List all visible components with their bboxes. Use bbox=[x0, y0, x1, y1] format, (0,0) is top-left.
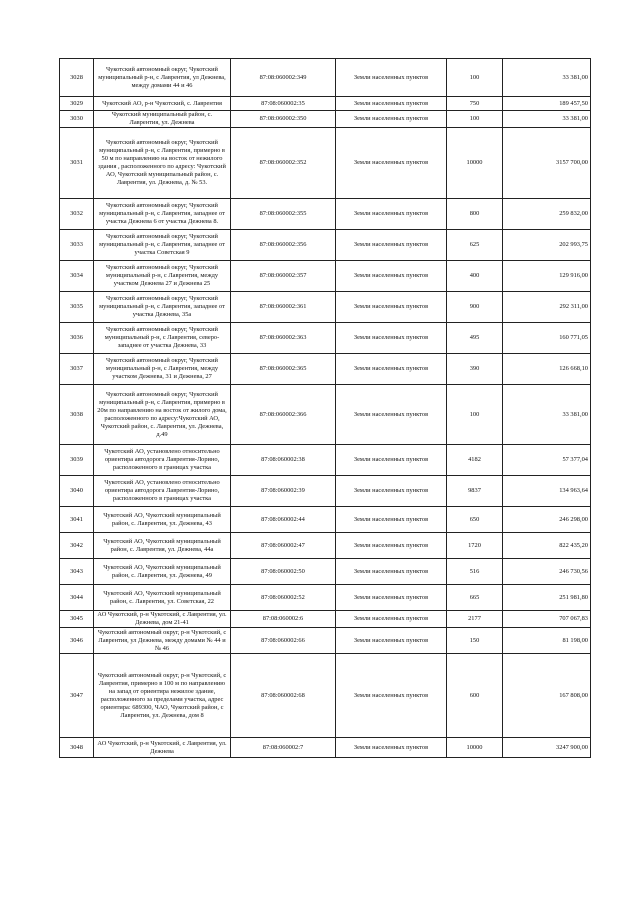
cadastral-number: 87:08:060002:38 bbox=[231, 445, 336, 476]
land-category: Земли населенных пунктов bbox=[336, 585, 447, 611]
plot-address: Чукотский автономный округ, р-н Чукотский, с Лаврентия, примерно в 100 м по направлению на запад от ориентира нежилое здание, расположенного за пределами участка, адрес ориентира: 689300, ЧАО, Чукотский район, с Лаврентия, ул. Дежнева, дом 8 bbox=[94, 654, 231, 738]
land-category: Земли населенных пунктов bbox=[336, 476, 447, 507]
row-number: 3047 bbox=[60, 654, 94, 738]
plot-area: 900 bbox=[447, 292, 503, 323]
cadastral-value: 246 298,00 bbox=[503, 507, 591, 533]
table-row bbox=[60, 97, 591, 111]
row-number: 3030 bbox=[60, 111, 94, 128]
cadastral-value: 134 963,64 bbox=[503, 476, 591, 507]
cadastral-value: 822 435,20 bbox=[503, 533, 591, 559]
cadastral-number: 87:08:060002:361 bbox=[231, 292, 336, 323]
plot-area: 665 bbox=[447, 585, 503, 611]
plot-address: Чукотский автономный округ, Чукотский муниципальный р-н, с Лаврентия, ул Дежнева, между домами 44 и 46 bbox=[94, 59, 231, 97]
land-category: Земли населенных пунктов bbox=[336, 199, 447, 230]
cadastral-number: 87:08:060002:365 bbox=[231, 354, 336, 385]
cadastral-number: 87:08:060002:66 bbox=[231, 628, 336, 654]
plot-area: 2177 bbox=[447, 611, 503, 628]
plot-address: Чукотский АО, Чукотский муниципальный район, с. Лаврентия, ул. Дежнева, 43 bbox=[94, 507, 231, 533]
table-row bbox=[60, 59, 591, 97]
cadastral-number: 87:08:060002:47 bbox=[231, 533, 336, 559]
row-number: 3029 bbox=[60, 97, 94, 111]
land-category: Земли населенных пунктов bbox=[336, 559, 447, 585]
plot-area: 10000 bbox=[447, 128, 503, 199]
cadastral-value: 202 993,75 bbox=[503, 230, 591, 261]
row-number: 3044 bbox=[60, 585, 94, 611]
row-number: 3037 bbox=[60, 354, 94, 385]
cadastral-number: 87:08:060002:363 bbox=[231, 323, 336, 354]
land-category: Земли населенных пунктов bbox=[336, 533, 447, 559]
plot-area: 650 bbox=[447, 507, 503, 533]
plot-area: 800 bbox=[447, 199, 503, 230]
plot-area: 400 bbox=[447, 261, 503, 292]
table-row bbox=[60, 533, 591, 559]
table-row bbox=[60, 445, 591, 476]
row-number: 3040 bbox=[60, 476, 94, 507]
cadastral-number: 87:08:060002:68 bbox=[231, 654, 336, 738]
plot-address: Чукотский автономный округ, Чукотский муниципальный р-н, с Лаврентия, западнее от участка Дежнева 6 от участка Дежнева 8. bbox=[94, 199, 231, 230]
plot-area: 100 bbox=[447, 385, 503, 445]
land-category: Земли населенных пунктов bbox=[336, 97, 447, 111]
row-number: 3028 bbox=[60, 59, 94, 97]
row-number: 3036 bbox=[60, 323, 94, 354]
land-category: Земли населенных пунктов bbox=[336, 261, 447, 292]
plot-address: Чукотский АО, установлено относительно ориентира автодорога Лаврентия-Лорино, расположенного в границах участка bbox=[94, 476, 231, 507]
cadastral-number: 87:08:060002:352 bbox=[231, 128, 336, 199]
cadastral-number: 87:08:060002:7 bbox=[231, 738, 336, 758]
land-category: Земли населенных пунктов bbox=[336, 654, 447, 738]
cadastral-value: 160 771,05 bbox=[503, 323, 591, 354]
cadastral-value: 189 457,50 bbox=[503, 97, 591, 111]
plot-address: Чукотский автономный округ, Чукотский муниципальный р-н, с Лаврентия, между участком Дежнева 27 и Дежнева 25 bbox=[94, 261, 231, 292]
cadastral-number: 87:08:060002:366 bbox=[231, 385, 336, 445]
plot-address: Чукотский автономный округ, р-н Чукотский, с Лаврентия, ул Дежнева, между домами № 44 и № 46 bbox=[94, 628, 231, 654]
land-category: Земли населенных пунктов bbox=[336, 230, 447, 261]
table-row bbox=[60, 128, 591, 199]
land-category: Земли населенных пунктов bbox=[336, 111, 447, 128]
cadastral-value: 129 916,00 bbox=[503, 261, 591, 292]
table-row bbox=[60, 261, 591, 292]
table-row bbox=[60, 476, 591, 507]
cadastral-value: 167 808,00 bbox=[503, 654, 591, 738]
land-category: Земли населенных пунктов bbox=[336, 611, 447, 628]
cadastral-value: 3157 700,00 bbox=[503, 128, 591, 199]
plot-area: 495 bbox=[447, 323, 503, 354]
table-body bbox=[60, 59, 591, 758]
cadastral-number: 87:08:060002:6 bbox=[231, 611, 336, 628]
table-row bbox=[60, 559, 591, 585]
table-row bbox=[60, 385, 591, 445]
row-number: 3031 bbox=[60, 128, 94, 199]
land-category: Земли населенных пунктов bbox=[336, 738, 447, 758]
plot-area: 625 bbox=[447, 230, 503, 261]
plot-area: 390 bbox=[447, 354, 503, 385]
plot-area: 4182 bbox=[447, 445, 503, 476]
land-category: Земли населенных пунктов bbox=[336, 128, 447, 199]
row-number: 3042 bbox=[60, 533, 94, 559]
table-row bbox=[60, 507, 591, 533]
plot-address: Чукотский автономный округ, Чукотский муниципальный р-н, с Лаврентия, примерно в 50 м по направлению на восток от нежилого здания , расположенного по адресу: Чукотский АО, Чукотский муниципальный район, с. Лаврентия, ул. Дежнева, д. № 53. bbox=[94, 128, 231, 199]
cadastral-number: 87:08:060002:355 bbox=[231, 199, 336, 230]
plot-area: 10000 bbox=[447, 738, 503, 758]
row-number: 3046 bbox=[60, 628, 94, 654]
row-number: 3038 bbox=[60, 385, 94, 445]
cadastral-value: 33 381,00 bbox=[503, 385, 591, 445]
table-row bbox=[60, 585, 591, 611]
plot-address: Чукотский автономный округ, Чукотский муниципальный р-н, с Лаврентия, между участком Дежнева, 31 и Дежнева, 27 bbox=[94, 354, 231, 385]
table-row bbox=[60, 199, 591, 230]
cadastral-number: 87:08:060002:350 bbox=[231, 111, 336, 128]
plot-area: 100 bbox=[447, 59, 503, 97]
table-row bbox=[60, 354, 591, 385]
table-row bbox=[60, 654, 591, 738]
row-number: 3045 bbox=[60, 611, 94, 628]
cadastral-value: 33 381,00 bbox=[503, 111, 591, 128]
cadastral-value: 81 198,00 bbox=[503, 628, 591, 654]
cadastral-number: 87:08:060002:50 bbox=[231, 559, 336, 585]
cadastral-number: 87:08:060002:356 bbox=[231, 230, 336, 261]
cadastral-number: 87:08:060002:35 bbox=[231, 97, 336, 111]
cadastral-number: 87:08:060002:44 bbox=[231, 507, 336, 533]
land-category: Земли населенных пунктов bbox=[336, 628, 447, 654]
land-category: Земли населенных пунктов bbox=[336, 59, 447, 97]
plot-address: АО Чукотский, р-н Чукотский, с Лаврентия, ул. Дежнева bbox=[94, 738, 231, 758]
cadastral-value: 3247 900,00 bbox=[503, 738, 591, 758]
plot-address: Чукотский муниципальный район, с. Лаврентия, ул. Дежнева bbox=[94, 111, 231, 128]
plot-area: 600 bbox=[447, 654, 503, 738]
land-category: Земли населенных пунктов bbox=[336, 292, 447, 323]
table-row bbox=[60, 738, 591, 758]
plot-address: Чукотский АО, установлено относительно ориентира автодорога Лаврентия-Лорино, расположенного в границах участка bbox=[94, 445, 231, 476]
cadastral-value: 246 730,56 bbox=[503, 559, 591, 585]
row-number: 3043 bbox=[60, 559, 94, 585]
plot-address: Чукотский АО, Чукотский муниципальный район, с. Лаврентия, ул. Советская, 22 bbox=[94, 585, 231, 611]
plot-area: 100 bbox=[447, 111, 503, 128]
row-number: 3039 bbox=[60, 445, 94, 476]
cadastral-number: 87:08:060002:357 bbox=[231, 261, 336, 292]
table-row bbox=[60, 323, 591, 354]
cadastral-value: 33 381,00 bbox=[503, 59, 591, 97]
table-row bbox=[60, 230, 591, 261]
land-plots-table bbox=[59, 58, 591, 758]
table-row bbox=[60, 611, 591, 628]
plot-address: Чукотский автономный округ, Чукотский муниципальный р-н, с Лаврентия, западнее от участка Дежнева, 35а bbox=[94, 292, 231, 323]
plot-address: Чукотский АО, р-н Чукотский, с. Лаврентия bbox=[94, 97, 231, 111]
row-number: 3033 bbox=[60, 230, 94, 261]
row-number: 3035 bbox=[60, 292, 94, 323]
land-category: Земли населенных пунктов bbox=[336, 507, 447, 533]
land-category: Земли населенных пунктов bbox=[336, 385, 447, 445]
cadastral-value: 251 981,80 bbox=[503, 585, 591, 611]
row-number: 3048 bbox=[60, 738, 94, 758]
table-row bbox=[60, 628, 591, 654]
row-number: 3032 bbox=[60, 199, 94, 230]
plot-address: АО Чукотский, р-н Чукотский, с Лаврентия, ул. Дежнева, дом 21-41 bbox=[94, 611, 231, 628]
plot-address: Чукотский АО, Чукотский муниципальный район, с. Лаврентия, ул. Дежнева, 49 bbox=[94, 559, 231, 585]
cadastral-value: 126 668,10 bbox=[503, 354, 591, 385]
plot-area: 150 bbox=[447, 628, 503, 654]
plot-area: 1720 bbox=[447, 533, 503, 559]
plot-area: 516 bbox=[447, 559, 503, 585]
cadastral-value: 707 067,83 bbox=[503, 611, 591, 628]
cadastral-value: 292 311,00 bbox=[503, 292, 591, 323]
plot-area: 750 bbox=[447, 97, 503, 111]
plot-area: 9837 bbox=[447, 476, 503, 507]
land-category: Земли населенных пунктов bbox=[336, 445, 447, 476]
cadastral-value: 57 377,04 bbox=[503, 445, 591, 476]
cadastral-number: 87:08:060002:349 bbox=[231, 59, 336, 97]
plot-address: Чукотский автономный округ, Чукотский муниципальный р-н, с Лаврентия, северо-западнее от участка Дежнева, 33 bbox=[94, 323, 231, 354]
table-row bbox=[60, 292, 591, 323]
cadastral-number: 87:08:060002:39 bbox=[231, 476, 336, 507]
cadastral-value: 259 832,00 bbox=[503, 199, 591, 230]
table-row bbox=[60, 111, 591, 128]
plot-address: Чукотский автономный округ, Чукотский муниципальный р-н, с Лаврентия, западнее от участка Советская 9 bbox=[94, 230, 231, 261]
plot-address: Чукотский АО, Чукотский муниципальный район, с. Лаврентия, ул. Дежнева, 44а bbox=[94, 533, 231, 559]
cadastral-number: 87:08:060002:52 bbox=[231, 585, 336, 611]
row-number: 3041 bbox=[60, 507, 94, 533]
land-category: Земли населенных пунктов bbox=[336, 354, 447, 385]
plot-address: Чукотский автономный округ, Чукотский муниципальный р-н, с Лаврентия, примерно в 20м по направлению на восток от жилого дома, расположенного по адресу:Чукотский АО, Чукотский район, с. Лаврентия, ул. Дежнева, д.49 bbox=[94, 385, 231, 445]
land-category: Земли населенных пунктов bbox=[336, 323, 447, 354]
row-number: 3034 bbox=[60, 261, 94, 292]
